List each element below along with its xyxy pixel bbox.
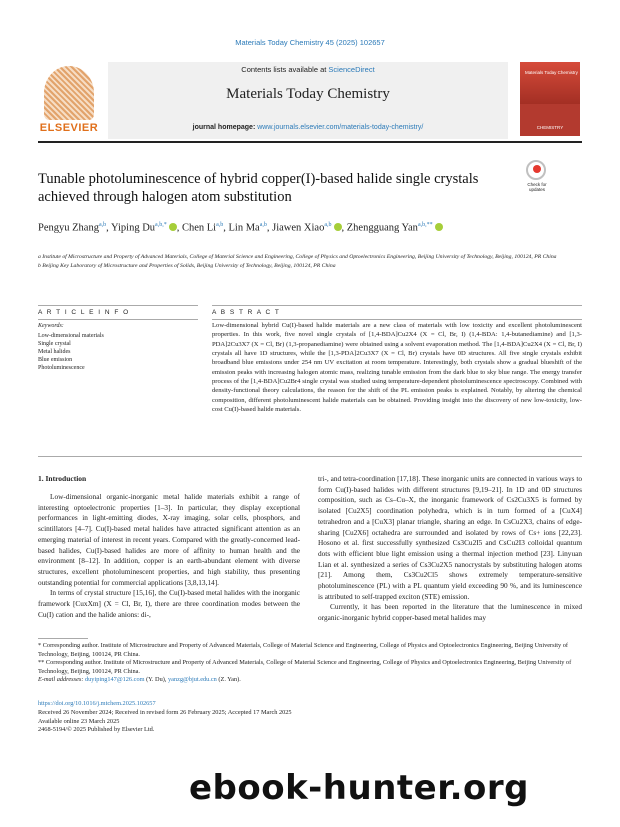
divider <box>38 456 582 457</box>
online-date: Available online 23 March 2025 <box>38 717 120 725</box>
author-affiliation-marker[interactable]: a,b <box>98 222 107 228</box>
affiliation-a: a Institute of Microstructure and Property of Advanced Materials, College of Material Science and Engineering, College of Physics and Optoelectronics Engineering, Beijing University of Technology, Beijing, 100124, PR China <box>38 254 557 260</box>
keywords-list <box>38 332 104 372</box>
author-name[interactable]: Jiawen Xiao <box>272 222 325 234</box>
journal-cover-thumbnail[interactable] <box>520 62 580 136</box>
email-line <box>38 676 582 685</box>
divider <box>38 319 198 320</box>
intro-right-column <box>318 474 582 624</box>
author-list: Pengyu Zhang$^{a,b}$, Yiping $Du^{a,b,*}$ , Chen Li$^{a,b}$, Lin Ma$^{a,b}$, Jiawen Xiao$^{a,b}$ , Zhengguang Yan$^{a,b,**}$ <box>38 218 578 236</box>
article-title: Tunable photoluminescence of hybrid copper(I)-based halide single crystals achieved through halogen atom substitution <box>38 171 479 205</box>
footnote-corresponding-1: * Corresponding author. Institute of Microstructure and Property of Advanced Materials, College of Material Science and Engineering, College of Physics and Optoelectronics Engineering, Beijing University of Technology, Beijing, 100124, PR China. <box>38 642 569 658</box>
journal-title: Materials Today Chemistry <box>226 86 390 102</box>
abstract-heading: A B S T R A C T <box>212 309 281 316</box>
received-dates: Received 26 November 2024; Received in revised form 26 February 2025; Accepted 17 March 2025 <box>38 708 292 716</box>
author-affiliation-marker[interactable]: a,b <box>216 222 224 228</box>
orcid-icon[interactable] <box>334 223 342 231</box>
elsevier-tree-icon <box>44 66 94 120</box>
keyword: Single crystal <box>38 341 71 347</box>
keyword: Blue emission <box>38 357 73 363</box>
email-who: (Y. Du), <box>144 676 168 684</box>
abstract-text: Low-dimensional hybrid Cu(I)-based halide materials are a new class of materials with low toxicity and excellent photoluminescent properties. In this work, five novel single crystals of [1,4-BDA]Cu2X4 (X = Cl, Br, I) (1,4-BDA: 1,4-butanediamine) and [1,3-PDA]2Cu3X7 (X = Cl, Br) (1,3-propanediamine) were obtained using a solvent evaporation method. The [1,4-BDA]Cu2X4 (X = Cl, Br, I) crystals all have 1D structures, while the [1,3-PDA]2Cu3X7 (X = Cl, Br) crystals have 0D structures. All five single crystals exhibit broadband blue emissions under 254 nm UV excitation at room temperature. Interestingly, both crystals show a gradual blueshift of the emission peaks with increasing halogen atomic mass, realizing tunable emission from the dark blue to sky blue range. The energy transfer process of the [1,4-BDA]Cu2Br4 single crystal was studied using temperature-dependent photoluminescence spectroscopy. Combined with density-functional theory calculations, the reason for the shift of the PL emission peaks is explained. Notably, by altering the chemical composition, different photoluminescent halide materials can be obtained. Providing insight into the discovery of new low-toxicity, low-cost Cu(I)-based halide materials. <box>212 322 582 414</box>
paragraph: Low-dimensional organic-inorganic metal halide materials exhibit a range of interesting optoelectronic properties [1–3]. In particular, they display exceptional performances in light-emitting diodes, X-ray imaging, solar cells, phosphors, and scintillators [4–7]. Cu(I)-based metal halides have attracted significant attention as an emerging material of interest in recent years. Compared with the greatly-concerned lead-based halides, Cu(I)-based halides are more of affinity to human health and the environment [8–12]. In addition, copper is an earth-abundant element with diverse structures, excellent photoluminescent properties, and high stability, thus presenting outstanding potential for commercial applications [3,8,13,14]. <box>38 492 300 587</box>
journal-banner <box>108 62 508 139</box>
issn-copyright: 2468-5194/© 2025 Published by Elsevier Ltd. <box>38 726 155 734</box>
author-name[interactable]: Yiping Du <box>111 222 156 234</box>
contents-line <box>108 65 508 74</box>
publication-info <box>38 700 438 735</box>
check-updates-label: Check for updates <box>527 182 547 192</box>
author-affiliation-marker[interactable]: a,b,** <box>417 222 433 228</box>
orcid-icon[interactable] <box>435 223 443 231</box>
paragraph: Currently, it has been reported in the literature that the luminescence in mixed organic-inorganic hybrid copper-based metal halides may <box>318 602 582 623</box>
footnote-divider <box>38 638 88 639</box>
paragraph: tri-, and tetra-coordination [17,18]. These inorganic units are connected in various ways to form Cu(I)-based halides with different structures [9,19–21]. In 1D and 0D structures composition, such as Cs–Cu–X, the inorganic framework of Cs2Cu3X5 is formed by isolated [Cu2X5] coordination polyhedra, which is in turn formed of a [CuX4] tetrahedron and a [CuX3] planar triangle, sharing an edge. In CsCu2X3, chains of edge-sharing [Cu2X6] octahedra are surrounded and isolated by rows of Cs+ ions [22,23]. Hosono et al. first successfully synthesized Cs3Cu2I5 and CsCu2I3 colloidal quantum dots with efficient blue light emission using a thermal injection method [23]. Linyuan Lian et al. synthesized a series of Cs3Cu2X5 nanocrystals by substituting halogen atoms [21]. Among them, Cs3Cu2Cl5 shows extremely temperature-sensitive photoluminescence (PL) with a PL quantum yield exceeding 90 %, and its luminescence is attributed to self-trapped exciton (STE) emission. <box>318 474 582 601</box>
keyword: Metal halides <box>38 349 71 355</box>
author-name[interactable]: Lin Ma <box>228 222 260 234</box>
cover-title: Materials Today Chemistry <box>525 70 578 75</box>
affiliations <box>38 253 578 271</box>
author-affiliation-marker[interactable]: a,b <box>259 222 267 228</box>
author-name[interactable]: Pengyu Zhang <box>38 222 99 234</box>
orcid-icon[interactable] <box>169 223 177 231</box>
author-affiliation-marker[interactable]: a,b,* <box>155 222 167 228</box>
email-link-du[interactable]: duyiping147@126.com <box>85 676 145 684</box>
homepage-line <box>108 124 508 131</box>
journal-header <box>38 62 582 143</box>
divider <box>212 319 582 320</box>
email-link-yan[interactable]: yanzg@bjut.edu.cn <box>168 676 217 684</box>
email-who: (Z. Yan). <box>216 676 241 684</box>
author-name[interactable]: Chen Li <box>181 222 217 234</box>
section-heading-introduction: 1. Introduction <box>38 474 87 483</box>
watermark-text: ebook-hunter.org <box>188 768 530 808</box>
check-for-updates-badge[interactable] <box>520 160 554 196</box>
keyword: Photoluminescence <box>38 365 85 371</box>
homepage-link[interactable]: www.journals.elsevier.com/materials-today-chemistry/ <box>257 124 424 131</box>
cover-bottom-label: CHEMISTRY <box>536 125 564 130</box>
cover-art <box>520 62 580 104</box>
journal-reference[interactable]: Materials Today Chemistry 45 (2025) 102657 <box>235 38 385 47</box>
elsevier-logo-text: ELSEVIER <box>39 122 99 134</box>
article-info-heading: A R T I C L E I N F O <box>38 309 130 316</box>
check-updates-icon <box>526 160 546 180</box>
author-affiliation-marker[interactable]: a,b <box>324 222 332 228</box>
divider <box>212 305 582 306</box>
footnotes <box>38 642 582 685</box>
divider <box>38 305 198 306</box>
contents-prefix: Contents lists available at <box>241 65 329 74</box>
sciencedirect-link[interactable]: ScienceDirect <box>328 65 375 74</box>
author-name[interactable]: Zhengguang Yan <box>346 222 418 234</box>
doi-link[interactable]: https://doi.org/10.1016/j.mtchem.2025.102657 <box>38 700 156 707</box>
keyword: Low-dimensional materials <box>38 333 104 339</box>
footnote-corresponding-2: ** Corresponding author. Institute of Microstructure and Property of Advanced Materials, College of Material Science and Engineering, College of Physics and Optoelectronics Engineering, Beijing University of Technology, Beijing, 100124, PR China. <box>38 659 572 675</box>
paragraph: In terms of crystal structure [15,16], the Cu(I)-based metal halides with the inorganic framework [CuxXm] (X = Cl, Br, I), there are three coordination modes between the Cu(I) cation and the halide anions: di-, <box>38 588 300 619</box>
intro-left-column <box>38 492 300 620</box>
homepage-prefix: journal homepage: <box>192 124 258 131</box>
email-label: E-mail addresses: <box>38 676 85 684</box>
affiliation-b: b Beijing Key Laboratory of Microstructure and Properties of Solids, Beijing University of Technology, Beijing, 100124, PR China <box>38 263 336 269</box>
elsevier-logo[interactable] <box>38 62 100 136</box>
keywords-label: Keywords: <box>38 323 64 329</box>
